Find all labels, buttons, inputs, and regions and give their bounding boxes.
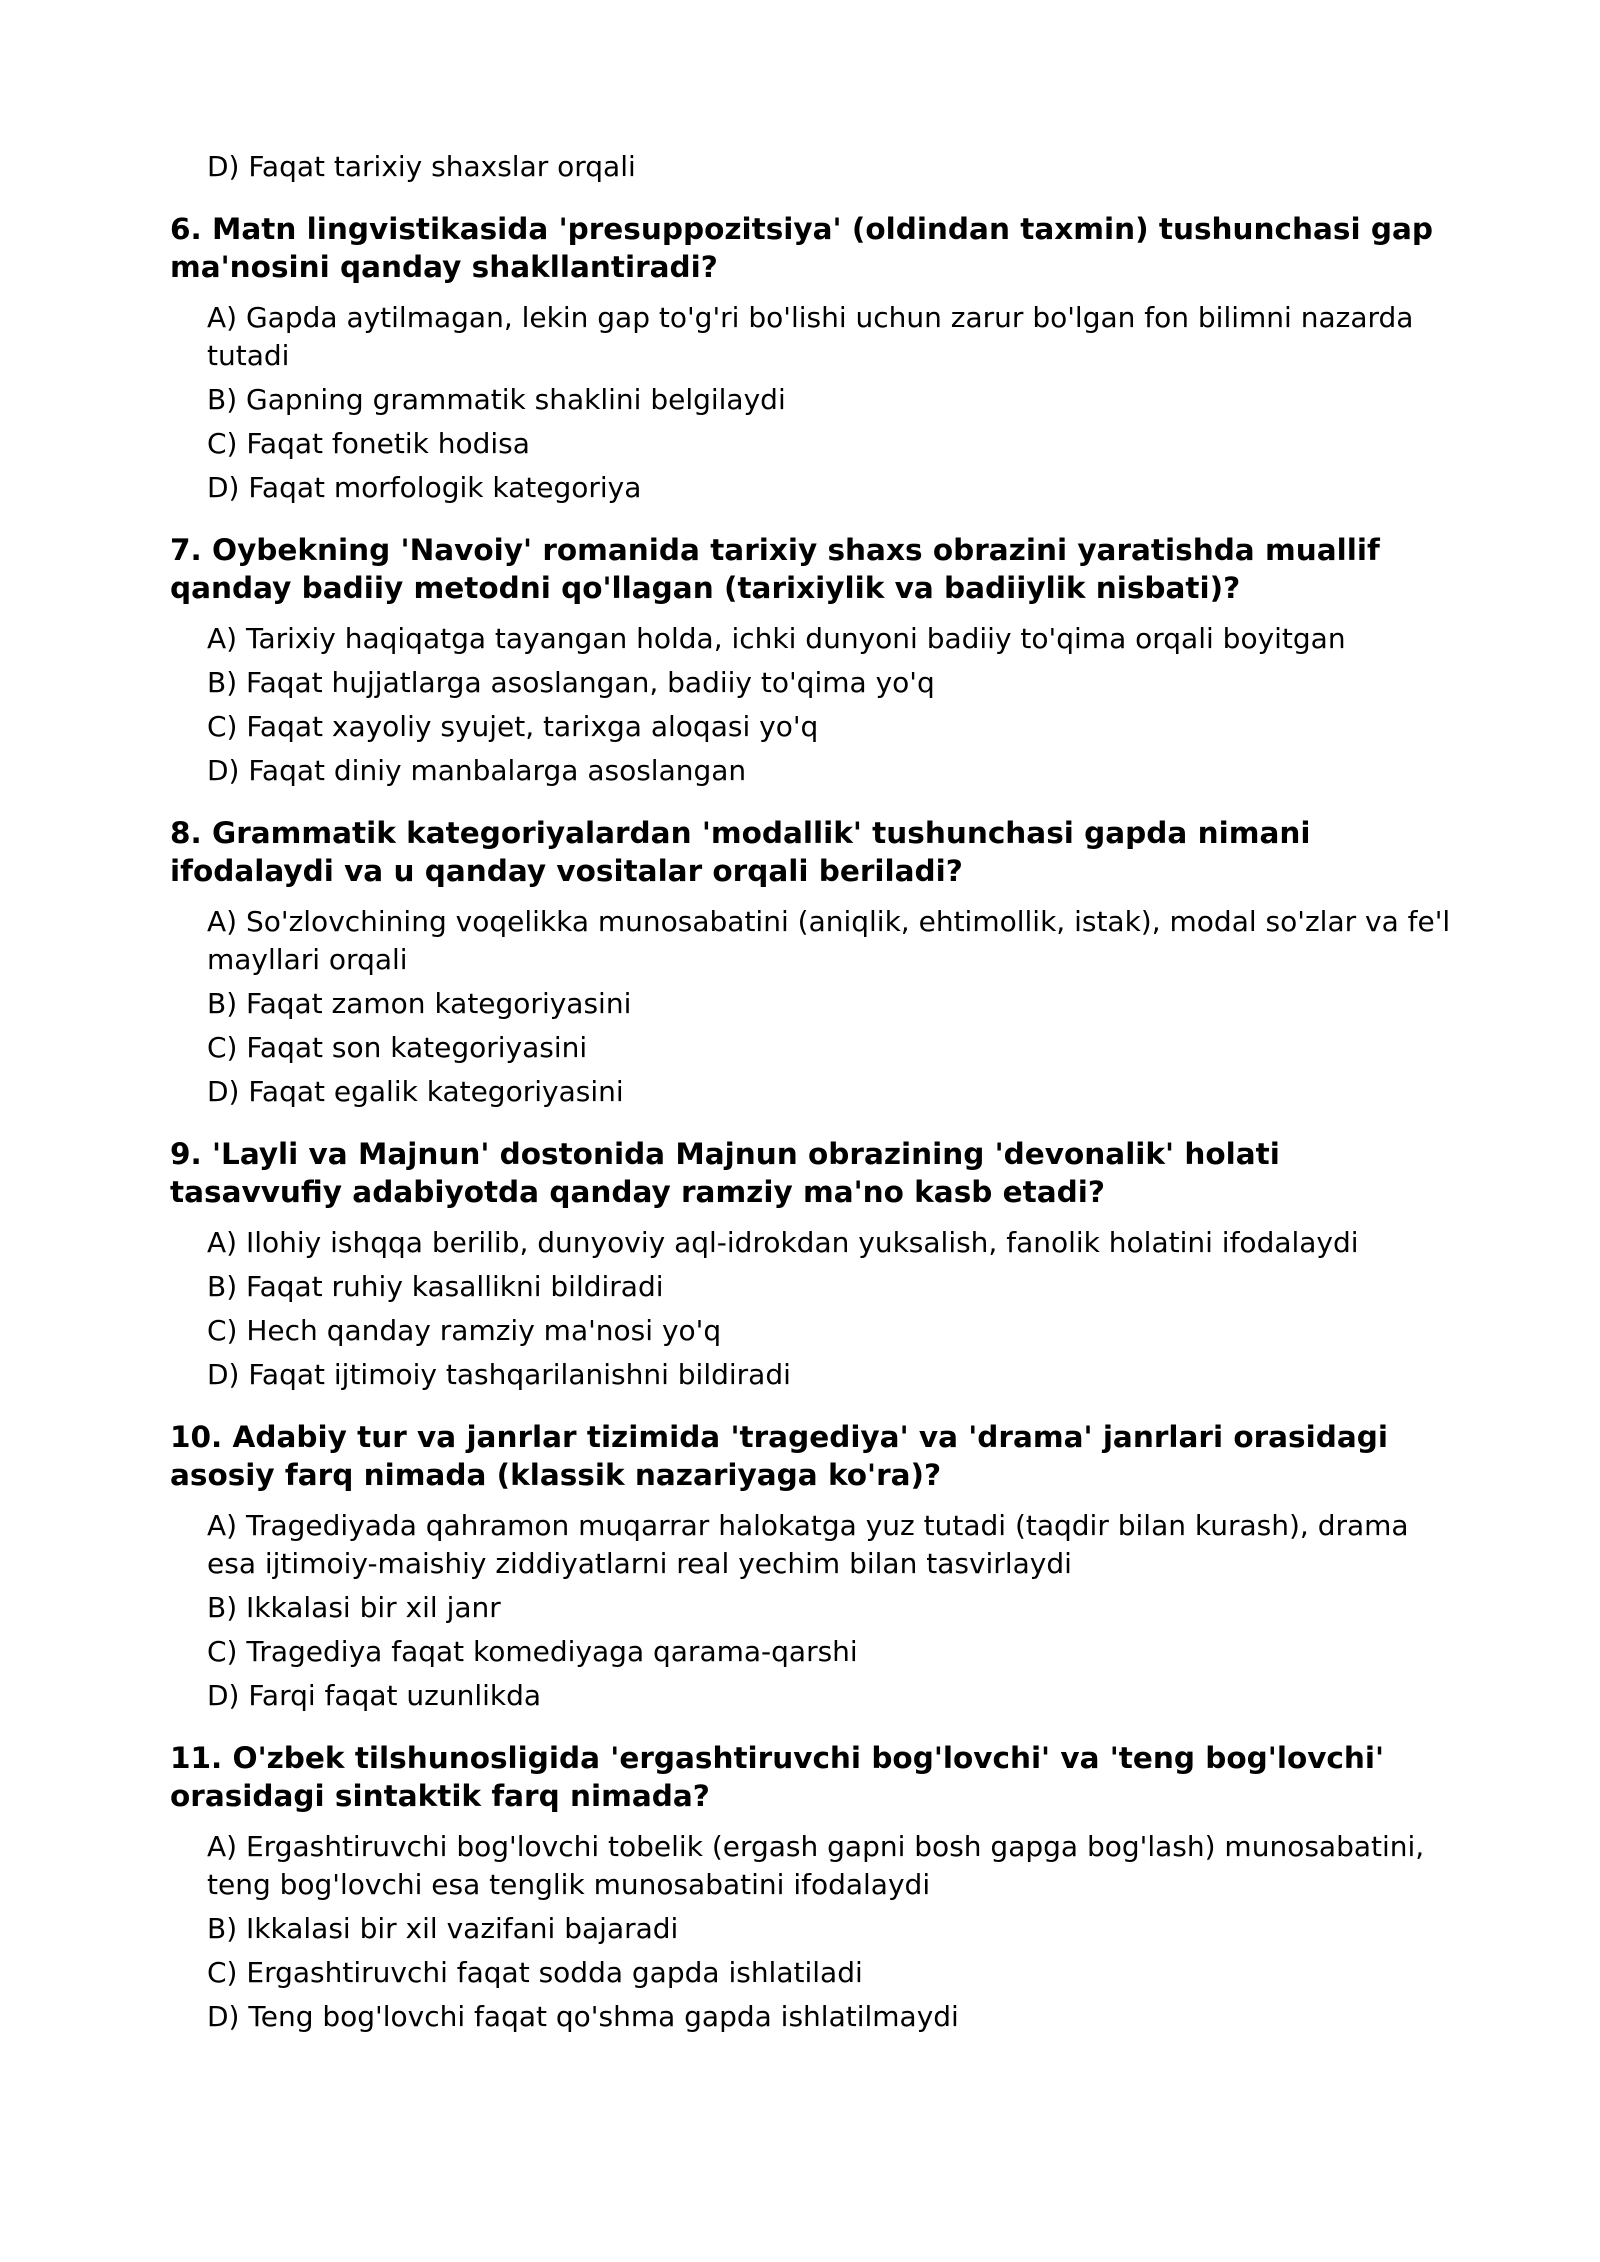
question-11 <box>170 1739 1460 2036</box>
question-title: 9. 'Layli va Majnun' dostonida Majnun obrazining 'devonalik' holati tasavvufiy adabiyotda qanday ramziy ma'no kasb etadi? <box>170 1137 1280 1209</box>
answer-option-c: C) Faqat xayoliy syujet, tarixga aloqasi yo'q <box>207 710 819 743</box>
answer-option-d: D) Faqat ijtimoiy tashqarilanishni bildiradi <box>207 1358 791 1391</box>
answer-option-b: B) Ikkalasi bir xil janr <box>207 1591 501 1624</box>
answer-option-a: A) Ergashtiruvchi bog'lovchi tobelik (ergash gapni bosh gapga bog'lash) munosabatini, teng bog'lovchi esa tenglik munosabatini ifodalaydi <box>207 1830 1425 1901</box>
question-title: 6. Matn lingvistikasida 'presuppozitsiya' (oldindan taxmin) tushunchasi gap ma'nosini qanday shakllantiradi? <box>170 212 1434 284</box>
question-title: 8. Grammatik kategoriyalardan 'modallik' tushunchasi gapda nimani ifodalaydi va u qanday vositalar orqali beriladi? <box>170 816 1311 888</box>
answer-option-c: C) Ergashtiruvchi faqat sodda gapda ishlatiladi <box>207 1956 863 1989</box>
question-10 <box>170 1418 1460 1715</box>
answer-option-b: B) Gapning grammatik shaklini belgilaydi <box>207 383 786 416</box>
answer-option-a: A) Ilohiy ishqqa berilib, dunyoviy aql-idrokdan yuksalish, fanolik holatini ifodalaydi <box>207 1226 1359 1259</box>
question-title: 7. Oybekning 'Navoiy' romanida tarixiy shaxs obrazini yaratishda muallif qanday badiiy metodni qo'llagan (tarixiylik va badiiylik nisbati)? <box>170 533 1380 605</box>
answer-option-d: D) Faqat diniy manbalarga asoslangan <box>207 754 747 787</box>
question-6 <box>170 210 1460 507</box>
answer-option-c: C) Faqat fonetik hodisa <box>207 427 530 460</box>
answer-option-a: A) Tragediyada qahramon muqarrar halokatga yuz tutadi (taqdir bilan kurash), drama esa ijtimoiy-maishiy ziddiyatlarni real yechim bilan tasvirlaydi <box>207 1509 1409 1580</box>
answer-option-d: D) Faqat egalik kategoriyasini <box>207 1075 624 1108</box>
answer-option-d: D) Teng bog'lovchi faqat qo'shma gapda ishlatilmaydi <box>207 2000 959 2033</box>
leading-option: D) Faqat tarixiy shaxslar orqali <box>207 150 636 183</box>
answer-option-c: C) Faqat son kategoriyasini <box>207 1031 588 1064</box>
question-9 <box>170 1135 1460 1394</box>
question-8 <box>170 814 1460 1111</box>
answer-option-d: D) Faqat morfologik kategoriya <box>207 471 642 504</box>
answer-option-c: C) Tragediya faqat komediyaga qarama-qarshi <box>207 1635 858 1668</box>
answer-option-a: A) Gapda aytilmagan, lekin gap to'g'ri bo'lishi uchun zarur bo'lgan fon bilimni nazarda tutadi <box>207 301 1414 372</box>
answer-option-b: B) Faqat ruhiy kasallikni bildiradi <box>207 1270 664 1303</box>
answer-option-b: B) Ikkalasi bir xil vazifani bajaradi <box>207 1912 679 1945</box>
answer-option-d: D) Farqi faqat uzunlikda <box>207 1679 542 1712</box>
question-7 <box>170 531 1460 790</box>
document-content <box>170 148 1460 2042</box>
question-title: 10. Adabiy tur va janrlar tizimida 'tragediya' va 'drama' janrlari orasidagi asosiy farq nimada (klassik nazariyaga ko'ra)? <box>170 1420 1388 1492</box>
answer-option-a: A) So'zlovchining voqelikka munosabatini (aniqlik, ehtimollik, istak), modal so'zlar va fe'l mayllari orqali <box>207 905 1451 976</box>
answer-option-c: C) Hech qanday ramziy ma'nosi yo'q <box>207 1314 722 1347</box>
answer-option-a: A) Tarixiy haqiqatga tayangan holda, ichki dunyoni badiiy to'qima orqali boyitgan <box>207 622 1346 655</box>
answer-option-b: B) Faqat hujjatlarga asoslangan, badiiy to'qima yo'q <box>207 666 935 699</box>
answer-option-b: B) Faqat zamon kategoriyasini <box>207 987 632 1020</box>
question-title: 11. O'zbek tilshunosligida 'ergashtiruvchi bog'lovchi' va 'teng bog'lovchi' orasidagi sintaktik farq nimada? <box>170 1741 1385 1813</box>
